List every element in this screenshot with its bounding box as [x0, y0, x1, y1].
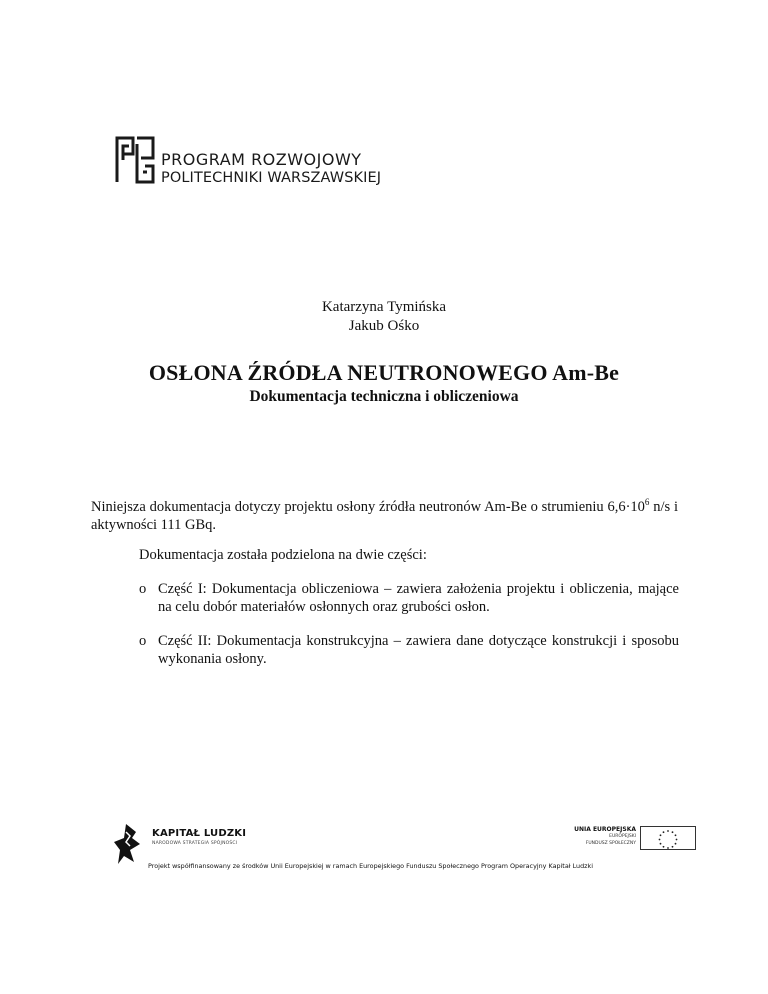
eu-flag-icon	[640, 826, 696, 850]
author-name: Katarzyna Tymińska	[321, 299, 447, 315]
list-item-text: Część I: Dokumentacja obliczeniowa – zawiera założenia projektu i obliczenia, mające na celu dobór materiałów osłonnych oraz grubości osłon.	[158, 581, 679, 615]
footer-logos	[112, 818, 698, 878]
pr-logo-icon	[115, 136, 155, 184]
bullet-marker: o	[139, 581, 147, 597]
intro-text-before: Niniejsza dokumentacja dotyczy projektu osłony źródła neutronów Am-Be o strumieniu 6,6·10	[91, 499, 645, 515]
intro-exponent: 6	[644, 497, 650, 507]
parts-list	[139, 580, 679, 684]
list-item	[139, 580, 679, 616]
eu-line-2: EUROPEJSKI	[609, 834, 636, 839]
cofinancing-note: Projekt współfinansowany ze środków Unii Europejskiej w ramach Europejskiego Funduszu Społecznego Program Operacyjny Kapitał Ludzki	[148, 862, 593, 870]
eu-text-block	[574, 826, 636, 847]
authors	[0, 298, 768, 336]
kapital-ludzki-icon	[112, 822, 146, 870]
intro-text-after: n/s i aktywności 111 GBq.	[91, 499, 678, 533]
document-subtitle: Dokumentacja techniczna i obliczeniowa	[249, 388, 519, 405]
list-item-text: Część II: Dokumentacja konstrukcyjna – zawiera dane dotyczące konstrukcji i sposobu wykonania osłony.	[158, 633, 679, 667]
document-title: OSŁONA ŹRÓDŁA NEUTRONOWEGO Am-Be	[148, 360, 620, 385]
parts-intro: Dokumentacja została podzielona na dwie części:	[139, 547, 427, 563]
author-name: Jakub Ośko	[348, 318, 420, 334]
intro-paragraph	[91, 498, 678, 534]
kapital-ludzki-subtitle: NARODOWA STRATEGIA SPÓJNOŚCI	[152, 841, 238, 846]
list-item	[139, 632, 679, 668]
eu-line-3: FUNDUSZ SPOŁECZNY	[585, 841, 636, 846]
bullet-marker: o	[139, 633, 147, 649]
kapital-ludzki-title: KAPITAŁ LUDZKI	[152, 828, 247, 839]
logo-line-1: PROGRAM ROZWOJOWY	[161, 150, 362, 169]
eu-line-1: UNIA EUROPEJSKA	[574, 826, 636, 833]
logo-line-2: POLITECHNIKI WARSZAWSKIEJ	[161, 170, 382, 186]
